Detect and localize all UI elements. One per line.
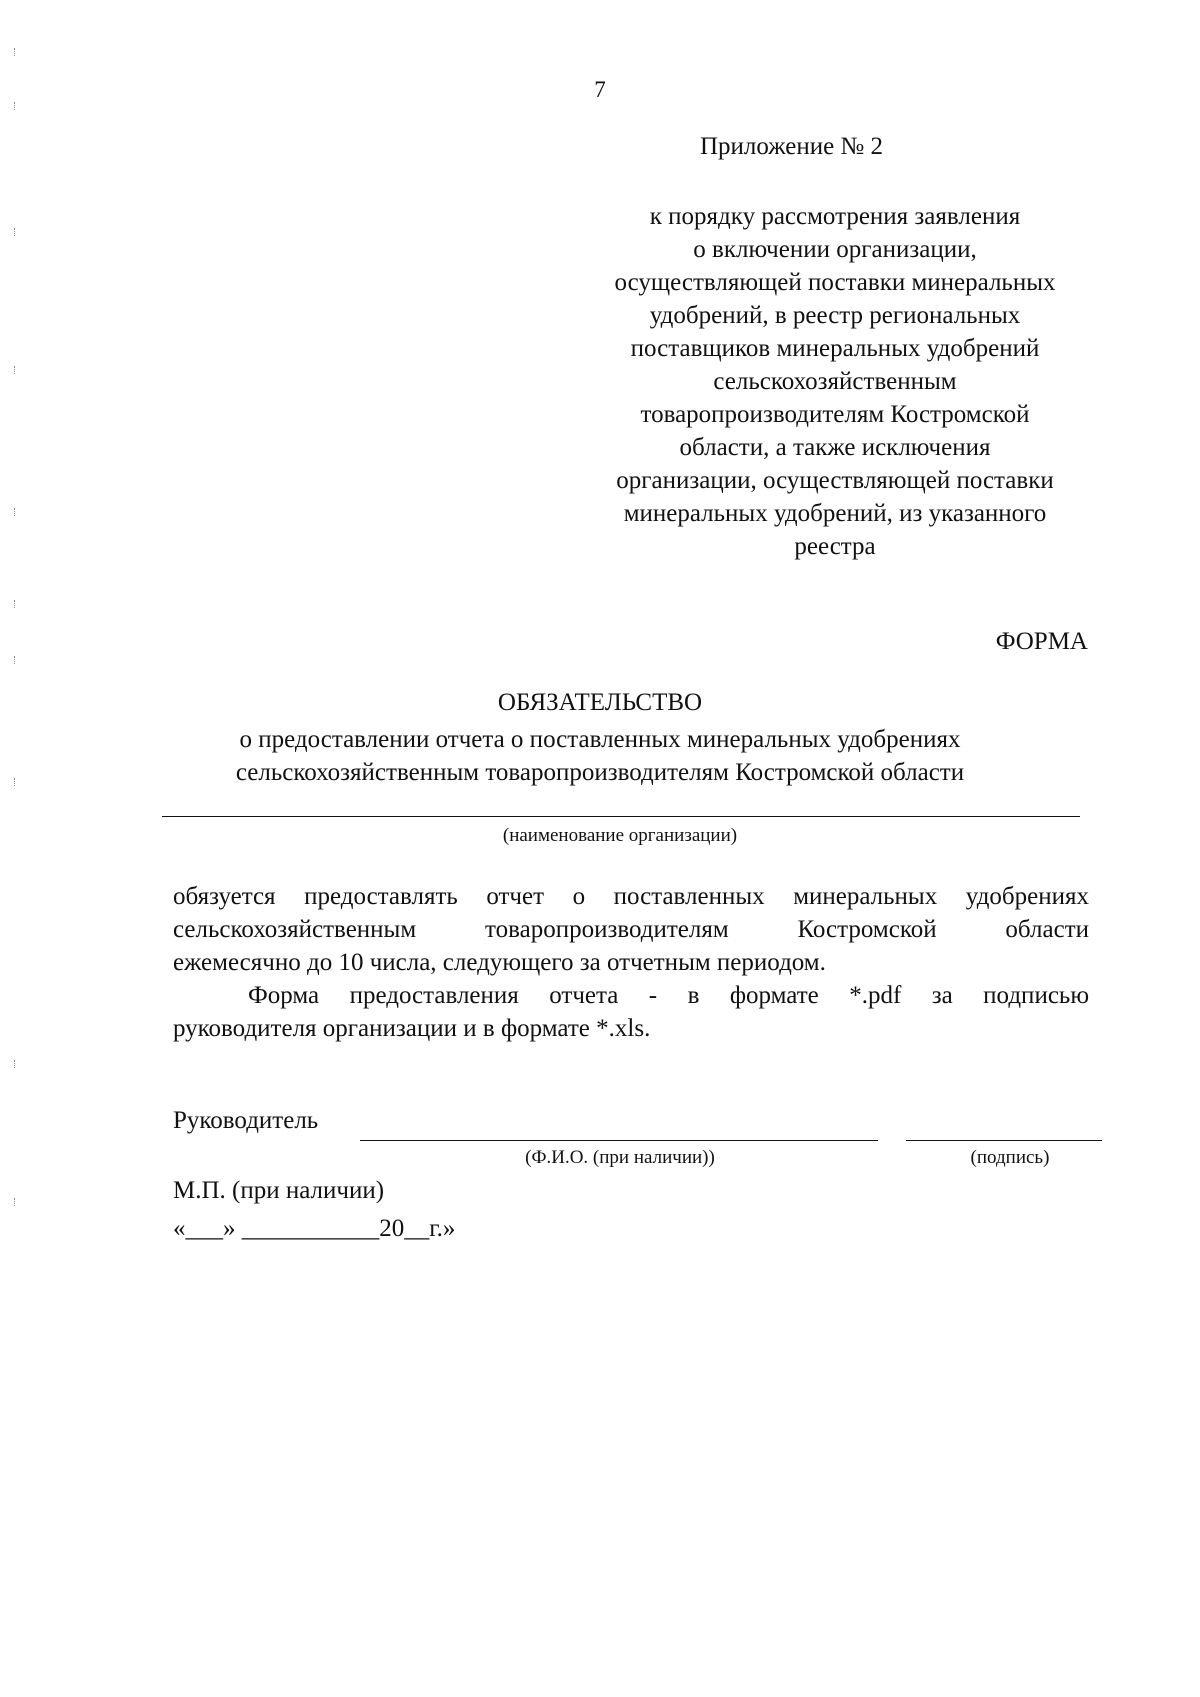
signature-caption: (подпись): [970, 1147, 1050, 1168]
scan-artifact: [14, 228, 21, 236]
appendix-description-line: минеральных удобрений, из указанного: [623, 500, 1047, 527]
full-name-blank: [360, 1140, 878, 1141]
scan-artifact: [14, 366, 21, 374]
appendix-description-line: реестра: [794, 533, 876, 560]
appendix-description-line: осуществляющей поставки минеральных: [614, 269, 1056, 296]
appendix-description-line: удобрений, в реестр региональных: [649, 302, 1021, 329]
scan-artifact: [14, 1198, 21, 1206]
appendix-title: Приложение № 2: [700, 133, 884, 160]
stamp-label: М.П. (при наличии): [173, 1177, 385, 1204]
appendix-description-line: области, а также исключения: [679, 434, 991, 461]
scan-artifact: [14, 48, 21, 56]
page-number: 7: [594, 77, 606, 102]
body-line: руководителя организации и в формате *.xls.: [173, 1015, 651, 1042]
scan-artifact: [14, 508, 21, 516]
document-title: ОБЯЗАТЕЛЬСТВО: [497, 689, 703, 716]
appendix-description-line: сельскохозяйственным: [713, 368, 957, 395]
appendix-description-line: поставщиков минеральных удобрений: [630, 335, 1040, 362]
body-line: обязуется предоставлять отчет о поставленных минеральных удобрениях: [173, 883, 1089, 910]
body-line: сельскохозяйственным товаропроизводителям Костромской области: [173, 916, 1089, 943]
body-line: Форма предоставления отчета - в формате *.pdf за подписью: [248, 982, 1089, 1009]
head-of-organization-label: Руководитель: [173, 1107, 319, 1134]
appendix-description-line: к порядку рассмотрения заявления: [649, 203, 1021, 230]
document-subtitle-line: сельскохозяйственным товаропроизводителям Костромской области: [235, 759, 965, 786]
appendix-description-line: о включении организации,: [693, 236, 977, 263]
signature-blank: [906, 1140, 1102, 1141]
scan-artifact: [14, 102, 21, 110]
appendix-description: [555, 200, 1115, 563]
full-name-caption: (Ф.И.О. (при наличии)): [525, 1147, 715, 1168]
scan-artifact: [14, 1060, 21, 1068]
form-label: ФОРМА: [995, 628, 1088, 655]
appendix-description-line: организации, осуществляющей поставки: [616, 467, 1054, 494]
organization-name-caption: (наименование организации): [502, 825, 738, 846]
document-subtitle-line: о предоставлении отчета о поставленных минеральных удобрениях: [239, 726, 961, 753]
obligation-body: [173, 880, 1089, 1045]
date-field: «___» ___________20__г.»: [173, 1215, 456, 1242]
scan-artifact: [14, 778, 21, 786]
organization-name-blank: [162, 816, 1080, 817]
body-line: ежемесячно до 10 числа, следующего за отчетным периодом.: [173, 949, 826, 976]
scan-artifact: [14, 600, 21, 608]
appendix-description-line: товаропроизводителям Костромской: [640, 401, 1030, 428]
scan-artifact: [14, 656, 21, 664]
document-subtitle: [0, 723, 1200, 789]
